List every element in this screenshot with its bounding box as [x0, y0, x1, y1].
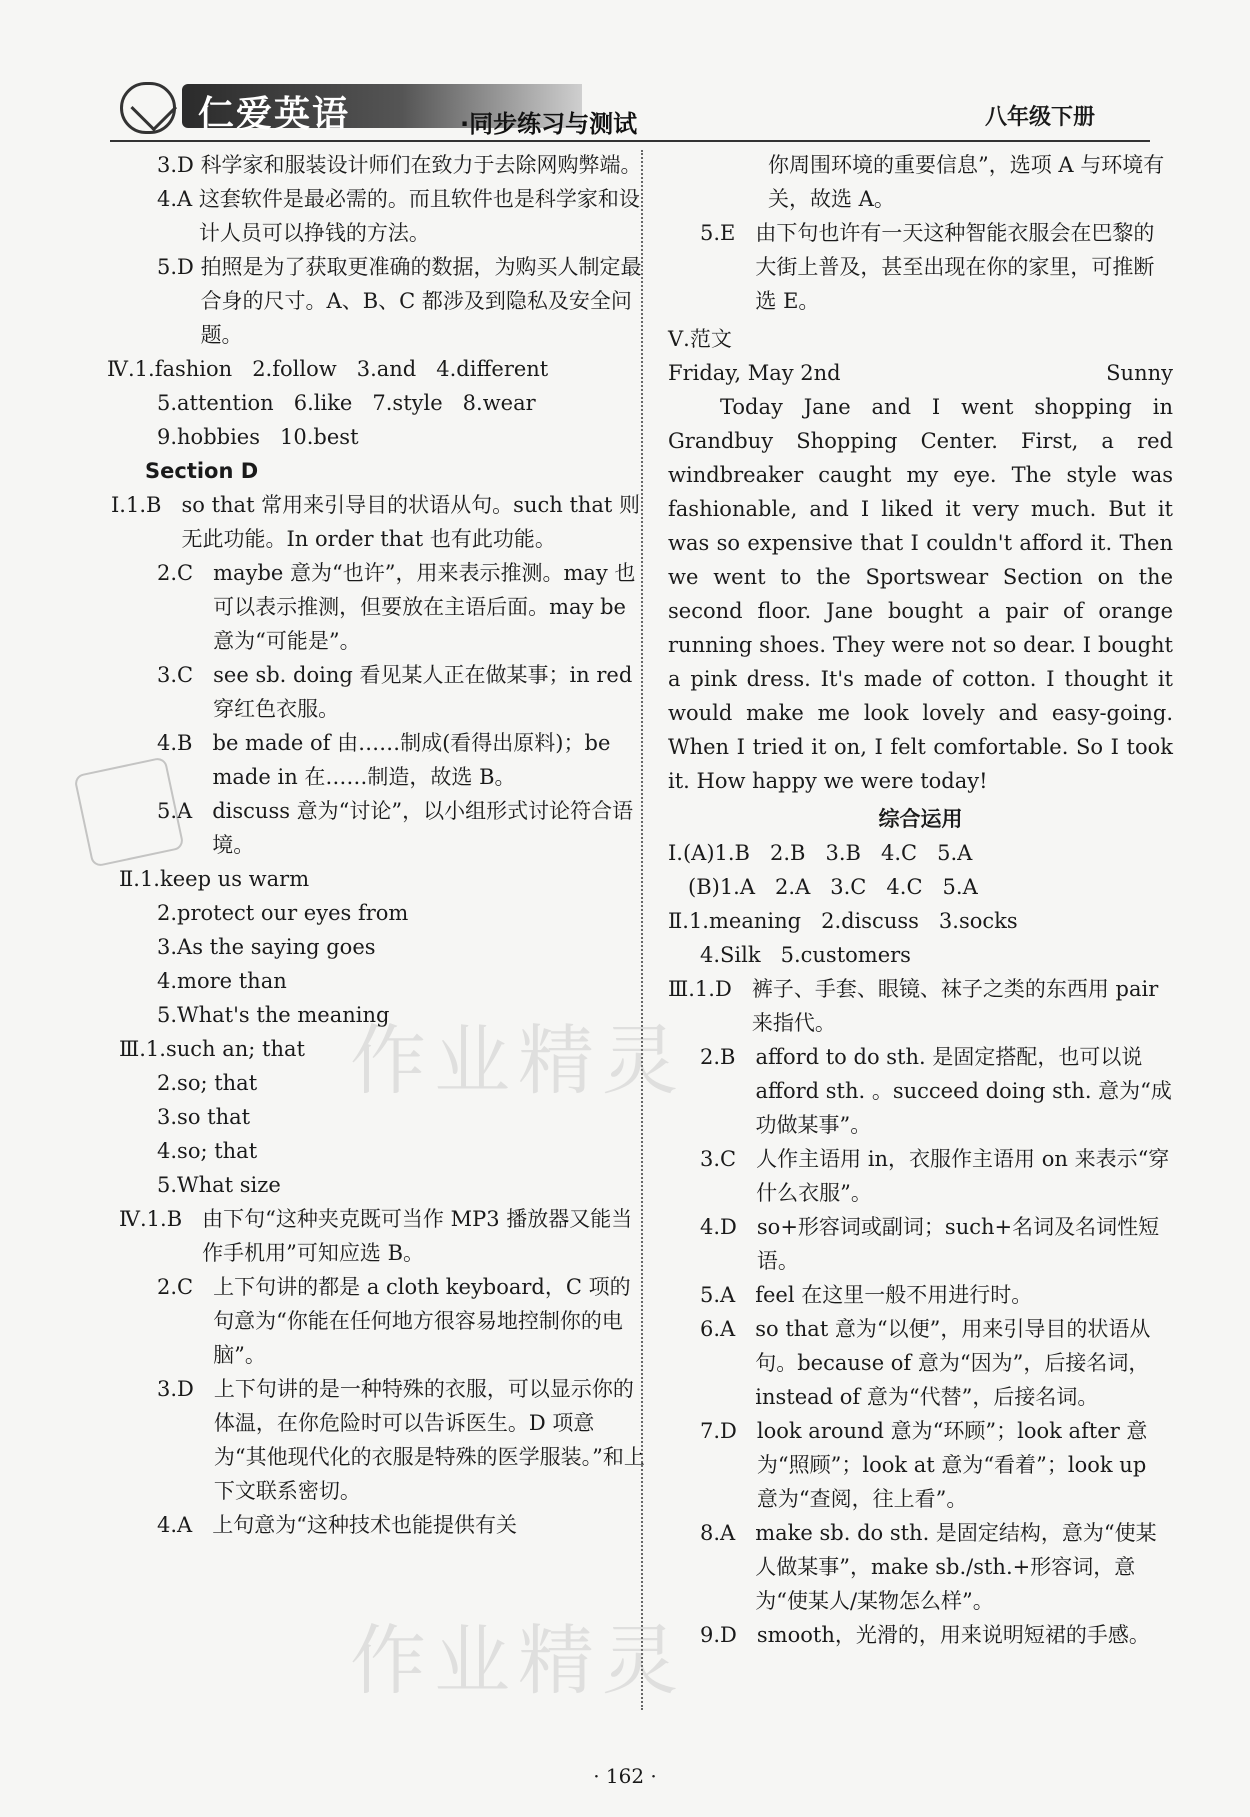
essay-weather: Sunny [1106, 361, 1173, 385]
answer-line: 4.Silk 5.customers [700, 943, 911, 967]
answer-item [125, 726, 645, 794]
section-heading: Ⅴ.范文 [668, 327, 732, 351]
answer-item [668, 1040, 1173, 1142]
answer-number: 3.C [157, 663, 194, 687]
answer-item [125, 658, 645, 726]
answer-explanation: so that 意为“以便”，用来引导目的状语从句。because of 意为“因为”，后接名词，instead of 意为“代替”，后接名词。 [755, 1317, 1151, 1409]
essay-date-line [668, 356, 1173, 390]
answer-explanation: 拍照是为了获取更准确的数据，为购买人制定最合身的尺寸。A、B、C 都涉及到隐私及安全问题。 [200, 255, 642, 347]
continued-explanation: 你周围环境的重要信息”，选项 A 与环境有关，故选 A。 [768, 153, 1165, 211]
answer-number: Ⅰ.1.B [111, 493, 162, 517]
answer-item [125, 556, 645, 658]
answer-number: Ⅲ.1.D [668, 977, 732, 1001]
answer-number: 4.D [700, 1215, 737, 1239]
answer-item [668, 1414, 1173, 1516]
answer-explanation: 上下句讲的都是 a cloth keyboard，C 项的句意为“你能在任何地方很容易地控制你的电脑”。 [213, 1275, 631, 1367]
answer-number: 3.D [157, 153, 194, 177]
answer-line: 5.What's the meaning [157, 1003, 390, 1027]
answer-line: Ⅲ.1.such an; that [119, 1037, 305, 1061]
answer-item [125, 794, 645, 862]
answer-explanation: so+形容词或副词；such+名词及名词性短语。 [756, 1215, 1160, 1273]
answer-number: 2.C [157, 561, 194, 585]
answer-explanation: 这套软件是最必需的。而且软件也是科学家和设计人员可以挣钱的方法。 [198, 187, 640, 245]
answer-item [668, 1618, 1173, 1652]
answer-line: Ⅱ.1.keep us warm [119, 867, 310, 891]
answer-line: 4.more than [157, 969, 287, 993]
answer-line: 2.protect our eyes from [157, 901, 409, 925]
answer-line: 4.so; that [157, 1139, 258, 1163]
answer-item [125, 1508, 645, 1542]
answer-number: 8.A [700, 1521, 736, 1545]
left-column [107, 148, 645, 1542]
answer-explanation: so that 常用来引导目的状语从句。such that 则无此功能。In order that 也有此功能。 [181, 493, 641, 551]
answer-explanation: 人作主语用 in，衣服作主语用 on 来表示“穿什么衣服”。 [756, 1147, 1170, 1205]
answer-line: (B)1.A 2.A 3.C 4.C 5.A [688, 875, 978, 899]
header-rule [110, 140, 1150, 142]
answer-item [119, 1202, 645, 1270]
answer-item [125, 1270, 645, 1372]
answer-explanation: see sb. doing 看见某人正在做某事；in red 穿红色衣服。 [213, 663, 633, 721]
answer-line: 9.hobbies 10.best [157, 425, 359, 449]
answer-item [125, 182, 645, 250]
answer-line: 5.What size [157, 1173, 281, 1197]
page-number: · 162 · [593, 1764, 657, 1788]
watermark: 作业精灵 [350, 1016, 686, 1105]
answer-number: 2.C [157, 1275, 194, 1299]
answer-explanation: be made of 由……制成(看得出原料)；be made in 在……制造，故选 B。 [212, 731, 611, 789]
book-title: 仁爱英语 [198, 94, 351, 135]
book-subtitle: ·同步练习与测试 [460, 110, 638, 138]
answer-line: 5.attention 6.like 7.style 8.wear [157, 391, 536, 415]
heart-logo-icon [120, 82, 176, 134]
answer-number: 4.A [157, 1513, 193, 1537]
answer-number: 5.D [157, 255, 194, 279]
answer-explanation: 科学家和服装设计师们在致力于去除网购弊端。 [200, 153, 642, 177]
answer-explanation: 上句意为“这种技术也能提供有关 [212, 1513, 517, 1537]
grade-label: 八年级下册 [984, 105, 1095, 130]
answer-explanation: 由下句也许有一天这种智能衣服会在巴黎的大街上普及，甚至出现在你的家里，可推断选 E。 [755, 221, 1155, 313]
answer-explanation: 由下句“这种夹克既可当作 MP3 播放器又能当作手机用”可知应选 B。 [202, 1207, 633, 1265]
answer-explanation: 上下句讲的是一种特殊的衣服，可以显示你的体温，在你危险时可以告诉医生。D 项意为“其他现代化的衣服是特殊的医学服装。”和上下文联系密切。 [213, 1377, 645, 1503]
answer-number: 6.A [700, 1317, 736, 1341]
answer-number: 5.A [157, 799, 193, 823]
section-heading: 综合运用 [878, 807, 963, 831]
answer-item [668, 1516, 1173, 1618]
right-column [668, 148, 1173, 1652]
section-heading: Section D [145, 459, 259, 483]
answer-explanation: afford to do sth. 是固定搭配，也可以说 afford sth. 。succeed doing sth. 意为“成功做某事”。 [755, 1045, 1172, 1137]
answer-number: Ⅳ.1.B [119, 1207, 183, 1231]
answer-item [125, 250, 645, 352]
answer-number: 4.B [157, 731, 193, 755]
answer-item [125, 148, 645, 182]
answer-explanation: look around 意为“环顾”；look after 意为“照顾”；look at 意为“看着”；look up 意为“查阅，往上看”。 [756, 1419, 1148, 1511]
answer-line: 2.so; that [157, 1071, 258, 1095]
essay-date: Friday, May 2nd [668, 361, 841, 385]
answer-line: Ⅰ.(A)1.B 2.B 3.B 4.C 5.A [668, 841, 973, 865]
answer-item [668, 216, 1173, 318]
answer-explanation: smooth，光滑的，用来说明短裙的手感。 [756, 1623, 1150, 1647]
answer-item [668, 1312, 1173, 1414]
answer-line: Ⅳ.1.fashion 2.follow 3.and 4.different [107, 357, 549, 381]
answer-explanation: feel 在这里一般不用进行时。 [755, 1283, 1033, 1307]
answer-explanation: 裤子、手套、眼镜、袜子之类的东西用 pair 来指代。 [751, 977, 1159, 1035]
answer-number: 5.A [700, 1283, 736, 1307]
answer-explanation: discuss 意为“讨论”，以小组形式讨论符合语境。 [212, 799, 634, 857]
answer-number: 5.E [700, 221, 736, 245]
answer-item [668, 1142, 1173, 1210]
answer-item [125, 1372, 645, 1508]
model-essay: Today Jane and I went shopping in Grandbuy Shopping Center. First, a red windbreaker caught my eye. The style was fashionable, and I liked it very much. But it was so expensive that I couldn't afford it. Then we went to the Sportswear Section on the second floor. Jane bought a pair of orange running shoes. They were not so dear. I bought a pink dress. It's made of cotton. I thought it would make me look lovely and easy-going. When I tried it on, I felt comfortable. So I took it. How happy we were today! [668, 395, 1173, 793]
answer-explanation: maybe 意为“也许”，用来表示推测。may 也可以表示推测，但要放在主语后面。may be 意为“可能是”。 [213, 561, 636, 653]
answer-number: 2.B [700, 1045, 736, 1069]
answer-explanation: make sb. do sth. 是固定结构，意为“使某人做某事”，make sb./sth.+形容词，意为“使某人/某物怎么样”。 [755, 1521, 1157, 1613]
answer-line: 3.As the saying goes [157, 935, 376, 959]
answer-line: Ⅱ.1.meaning 2.discuss 3.socks [668, 909, 1018, 933]
page-header [110, 78, 1150, 140]
answer-number: 3.C [700, 1147, 737, 1171]
answer-number: 9.D [700, 1623, 737, 1647]
answer-item [668, 1210, 1173, 1278]
answer-item [668, 972, 1173, 1040]
stamp-seal-icon [73, 756, 184, 867]
answer-number: 4.A [157, 187, 193, 211]
answer-item [668, 1278, 1173, 1312]
answer-line: 3.so that [157, 1105, 251, 1129]
answer-number: 7.D [700, 1419, 737, 1443]
answer-item [111, 488, 645, 556]
answer-number: 3.D [157, 1377, 194, 1401]
watermark: 作业精灵 [350, 1616, 686, 1705]
